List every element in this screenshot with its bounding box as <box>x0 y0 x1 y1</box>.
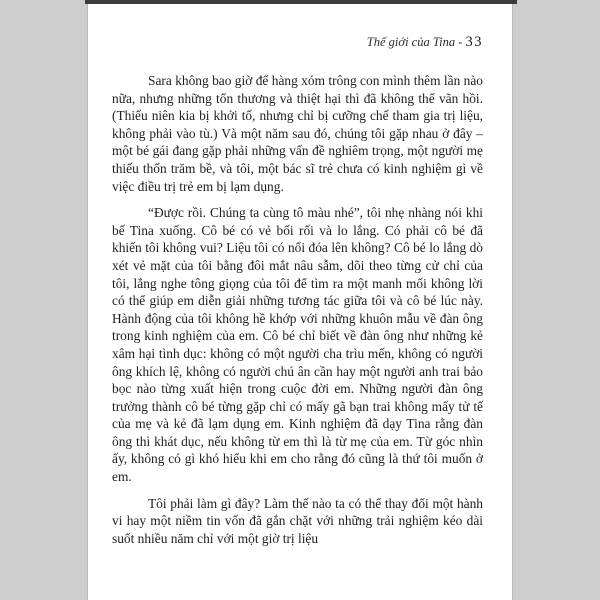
paragraph-3: Tôi phải làm gì đây? Làm thế nào ta có thể thay đổi một hành vi hay một niềm tin vốn đã gắn chặt với những trải nghiệm kéo dài suốt nhiều năm chỉ với một giờ trị liệu <box>112 495 483 546</box>
running-header <box>112 34 483 51</box>
paragraph-1: Sara không bao giờ để hàng xóm trông con mình thêm lần nào nữa, nhưng những tổn thương và thiệt hại thì đã không thể vãn hồi. (Thiếu niên kia bị khởi tố, nhưng chỉ bị cưỡng chế tham gia trị liệu, không phải vào tù.) Và một năm sau đó, chúng tôi gặp nhau ở đây – một bé gái đang gặp phải những vấn đề nghiêm trọng, một người mẹ thiếu thốn trăm bề, và tôi, một bác sĩ trẻ chưa có kinh nghiệm gì về việc điều trị trẻ em bị lạm dụng. <box>112 73 483 194</box>
header-separator: - <box>455 35 466 49</box>
paragraph-2: “Được rồi. Chúng ta cùng tô màu nhé”, tôi nhẹ nhàng nói khi bế Tina xuống. Cô bé có vẻ bối rối và lo lắng. Có phải cô bé đã khiến tôi không vui? Liệu tôi có nổi đóa lên không? Cô bé lo lắng dò xét vẻ mặt của tôi bằng đôi mắt nâu sẫm, dõi theo từng cử chỉ của tôi, lắng nghe tông giọng của tôi để tìm ra một manh mối không lời có thể giúp em diễn giải những tương tác giữa tôi và cô bé lúc này. Hành động của tôi không hề khớp với những khuôn mẫu về đàn ông trong kinh nghiệm của em. Cô bé chỉ biết về đàn ông như những kẻ xâm hại tình dục: không có một người cha trìu mến, không có người ông khích lệ, không có người chú ân cần hay một người anh trai bảo bọc nào từng xuất hiện trong cuộc đời em. Những người đàn ông trưởng thành cô bé từng gặp chỉ có mấy gã bạn trai không mấy tử tế của mẹ và kẻ đã lạm dụng em. Kinh nghiệm đã dạy Tina rằng đàn ông thì khát dục, nếu không từ em thì là từ mẹ của em. Từ góc nhìn ấy, không có gì khó hiểu khi em cho rằng đó cũng là thứ tôi muốn ở em. <box>112 205 483 485</box>
book-page <box>87 0 513 600</box>
page-content <box>112 0 483 547</box>
page-number: 33 <box>465 34 483 50</box>
running-title: Thế giới của Tina <box>366 35 456 49</box>
body-text <box>112 72 483 547</box>
